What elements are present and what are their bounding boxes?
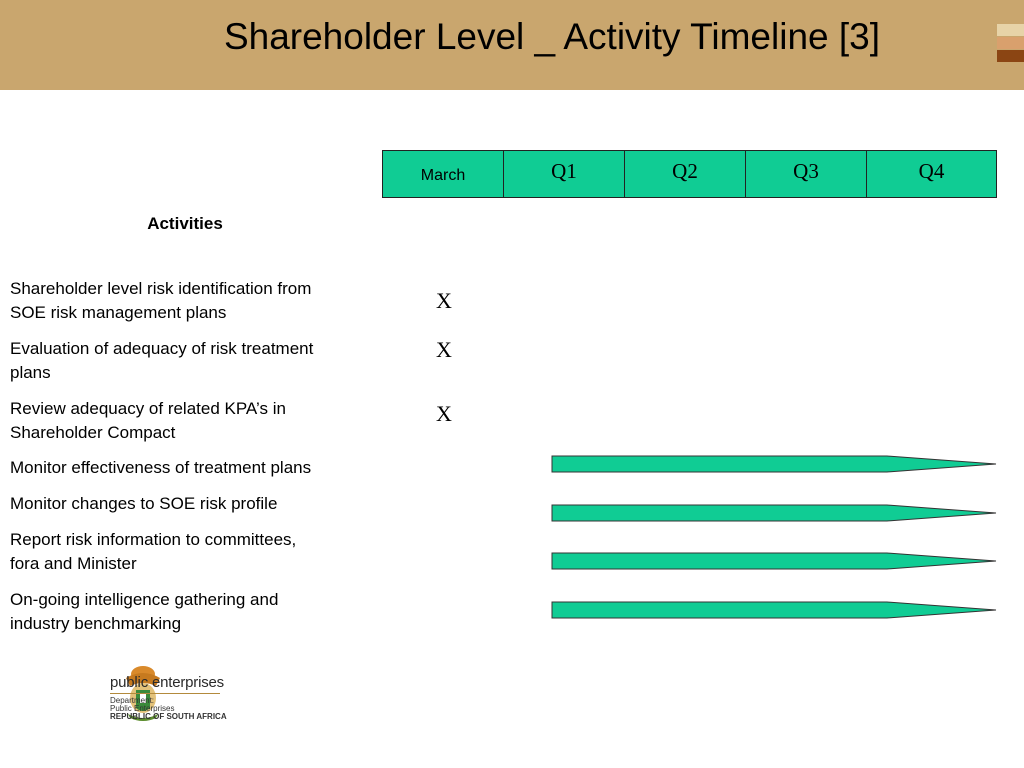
swatch-light [997,24,1024,36]
activity-4-line1: Monitor effectiveness of treatment plans [10,458,312,477]
activity-5 [10,492,380,516]
logo-wordmark: public enterprises [110,674,224,691]
ongoing-arrows [550,450,1000,625]
activity-1 [10,277,380,325]
activities-heading: Activities [147,214,223,233]
activity-2-march-mark: X [436,337,452,362]
timeline-header-q2: Q2 [624,150,746,198]
activity-6 [10,528,380,576]
logo-country: REPUBLIC OF SOUTH AFRICA [110,712,227,721]
color-swatches [997,24,1024,63]
logo-divider [110,693,220,694]
activity-5-ongoing-arrow [552,505,996,521]
swatch-medium [997,37,1024,49]
activity-6-line1: Report risk information to committees, [10,530,297,549]
activity-2 [10,337,380,385]
activity-2-line1: Evaluation of adequacy of risk treatment [10,339,314,358]
activity-1-line1: Shareholder level risk identification from [10,279,312,298]
activity-7-ongoing-arrow [552,602,996,618]
activity-6-ongoing-arrow [552,553,996,569]
activity-7-line2: industry benchmarking [10,614,182,633]
activity-4-ongoing-arrow [552,456,996,472]
activity-7 [10,588,380,636]
timeline-header-q1: Q1 [503,150,625,198]
activity-3-march-mark: X [436,401,452,426]
activity-6-line2: fora and Minister [10,554,137,573]
activity-3-line2: Shareholder Compact [10,423,176,442]
activity-5-line1: Monitor changes to SOE risk profile [10,494,278,513]
swatch-dark [997,50,1024,62]
activity-2-line2: plans [10,363,51,382]
activity-7-line1: On-going intelligence gathering and [10,590,279,609]
activity-1-line2: SOE risk management plans [10,303,227,322]
logo-dept-name: Public Enterprises [110,704,175,713]
logo-dept-label: Department: [110,696,155,705]
timeline-header-march: March [382,150,504,198]
timeline-header-q4: Q4 [866,150,997,198]
activity-3-line1: Review adequacy of related KPA’s in [10,399,286,418]
activity-4 [10,456,380,480]
timeline-header-q3: Q3 [745,150,867,198]
activity-1-march-mark: X [436,288,452,313]
slide-title: Shareholder Level _ Activity Timeline [3] [223,16,881,57]
activity-3 [10,397,380,445]
